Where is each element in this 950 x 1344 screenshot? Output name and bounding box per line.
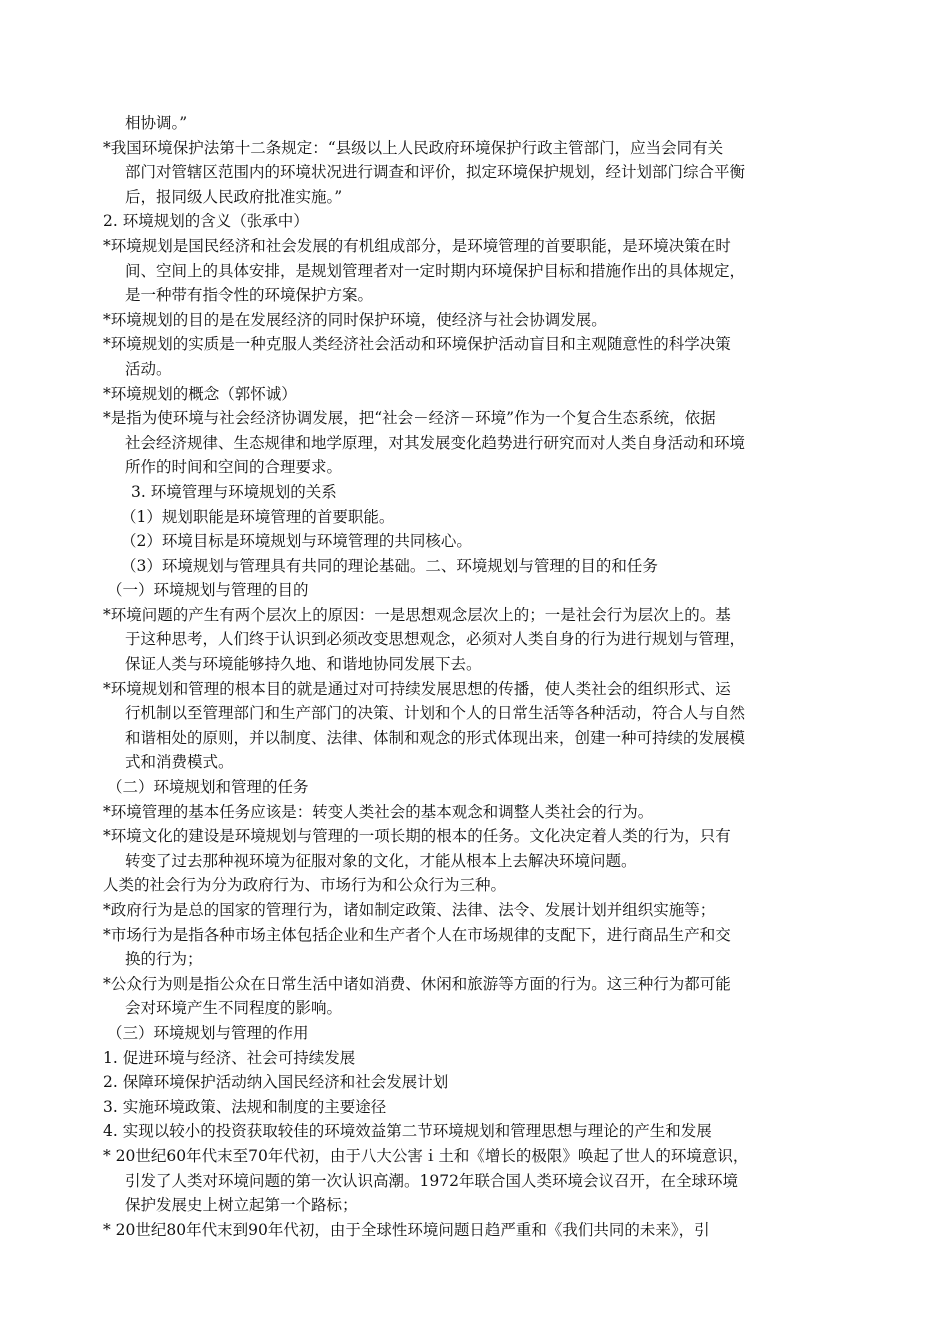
text-line: 后，报同级人民政府批准实施。”: [125, 187, 343, 206]
text-line: 人类的社会行为分为政府行为、市场行为和公众行为三种。: [103, 876, 507, 895]
text-line: *环境规划的目的是在发展经济的同时保护环境，使经济与社会协调发展。: [103, 310, 607, 329]
text-line: 转变了过去那种视环境为征服对象的文化，才能从根本上去解决环境问题。: [125, 851, 637, 870]
text-line: 所作的时间和空间的合理要求。: [125, 458, 343, 477]
text-line: 部门对管辖区范围内的环境状况进行调查和评价，拟定环境保护规划，经计划部门综合平衡: [125, 163, 746, 182]
text-line: 1. 促进环境与经济、社会可持续发展: [103, 1048, 356, 1067]
text-line: 社会经济规律、生态规律和地学原理，对其发展变化趋势进行研究而对人类自身活动和环境: [125, 433, 746, 452]
text-line: （一）环境规划与管理的目的: [107, 581, 309, 600]
text-line: *公众行为则是指公众在日常生活中诸如消费、休闲和旅游等方面的行为。这三种行为都可能: [103, 974, 731, 993]
text-line: 式和消费模式。: [125, 753, 234, 772]
text-line: （1）规划职能是环境管理的首要职能。: [121, 507, 395, 526]
text-line: 活动。: [125, 359, 172, 378]
text-line: *环境问题的产生有两个层次上的原因：一是思想观念层次上的；一是社会行为层次上的。基: [103, 605, 731, 624]
text-line: *环境规划是国民经济和社会发展的有机组成部分，是环境管理的首要职能，是环境决策在时: [103, 236, 731, 255]
text-line: （二）环境规划和管理的任务: [107, 778, 309, 797]
text-line: 保护发展史上树立起第一个路标；: [125, 1196, 358, 1215]
text-line: *是指为使环境与社会经济协调发展，把“社会－经济－环境”作为一个复合生态系统，依据: [103, 409, 716, 428]
text-line: 引发了人类对环境问题的第一次认识高潮。1972年联合国人类环境会议召开，在全球环境: [125, 1171, 738, 1190]
text-line: 4. 实现以较小的投资获取较佳的环境效益第二节环境规划和管理思想与理论的产生和发展: [103, 1122, 712, 1141]
text-line: 2. 保障环境保护活动纳入国民经济和社会发展计划: [103, 1073, 449, 1092]
text-line: 2. 环境规划的含义（张承中）: [103, 212, 309, 231]
text-line: 间、空间上的具体安排，是规划管理者对一定时期内环境保护目标和措施作出的具体规定，: [125, 261, 746, 280]
text-line: 3. 环境管理与环境规划的关系: [131, 482, 337, 501]
text-line: 保证人类与环境能够持久地、和谐地协同发展下去。: [125, 655, 482, 674]
text-line: *环境管理的基本任务应该是：转变人类社会的基本观念和调整人类社会的行为。: [103, 802, 654, 821]
document-body: [103, 111, 863, 1242]
text-line: *我国环境保护法第十二条规定：“县级以上人民政府环境保护行政主管部门，应当会同有关: [103, 138, 724, 157]
text-line: 相协调。”: [125, 114, 188, 132]
text-line: *环境规划的实质是一种克服人类经济社会活动和环境保护活动盲目和主观随意性的科学决策: [103, 335, 731, 354]
text-line: （2）环境目标是环境规划与环境管理的共同核心。: [121, 532, 472, 551]
text-line: * 20世纪60年代末至70年代初，由于八大公害ｉ土和《增长的极限》唤起了世人的环境意识，: [103, 1146, 749, 1165]
text-line: 和谐相处的原则，并以制度、法律、体制和观念的形式体现出来，创建一种可持续的发展模: [125, 728, 746, 747]
text-line: *市场行为是指各种市场主体包括企业和生产者个人在市场规律的支配下，进行商品生产和交: [103, 925, 731, 944]
text-line: （三）环境规划与管理的作用: [107, 1023, 309, 1042]
text-line: 行机制以至管理部门和生产部门的决策、计划和个人的日常生活等各种活动，符合人与自然: [125, 704, 746, 723]
text-line: * 20世纪80年代末到90年代初，由于全球性环境问题日趋严重和《我们共同的未来》，引: [103, 1220, 710, 1239]
text-line: 是一种带有指令性的环境保护方案。: [125, 286, 374, 305]
text-line: *环境规划的概念（郭怀诚）: [103, 384, 297, 403]
text-line: 3. 实施环境政策、法规和制度的主要途径: [103, 1097, 387, 1116]
text-line: 换的行为；: [125, 950, 203, 969]
text-line: 会对环境产生不同程度的影响。: [125, 999, 343, 1018]
text-line: *环境规划和管理的根本目的就是通过对可持续发展思想的传播，使人类社会的组织形式、运: [103, 679, 731, 698]
text-line: *环境文化的建设是环境规划与管理的一项长期的根本的任务。文化决定着人类的行为，只有: [103, 827, 731, 846]
text-line: 于这种思考，人们终于认识到必须改变思想观念，必须对人类自身的行为进行规划与管理，: [125, 630, 746, 649]
text-line: *政府行为是总的国家的管理行为，诸如制定政策、法律、法令、发展计划并组织实施等；: [103, 901, 716, 919]
text-line: （3）环境规划与管理具有共同的理论基础。二、环境规划与管理的目的和任务: [121, 556, 658, 575]
